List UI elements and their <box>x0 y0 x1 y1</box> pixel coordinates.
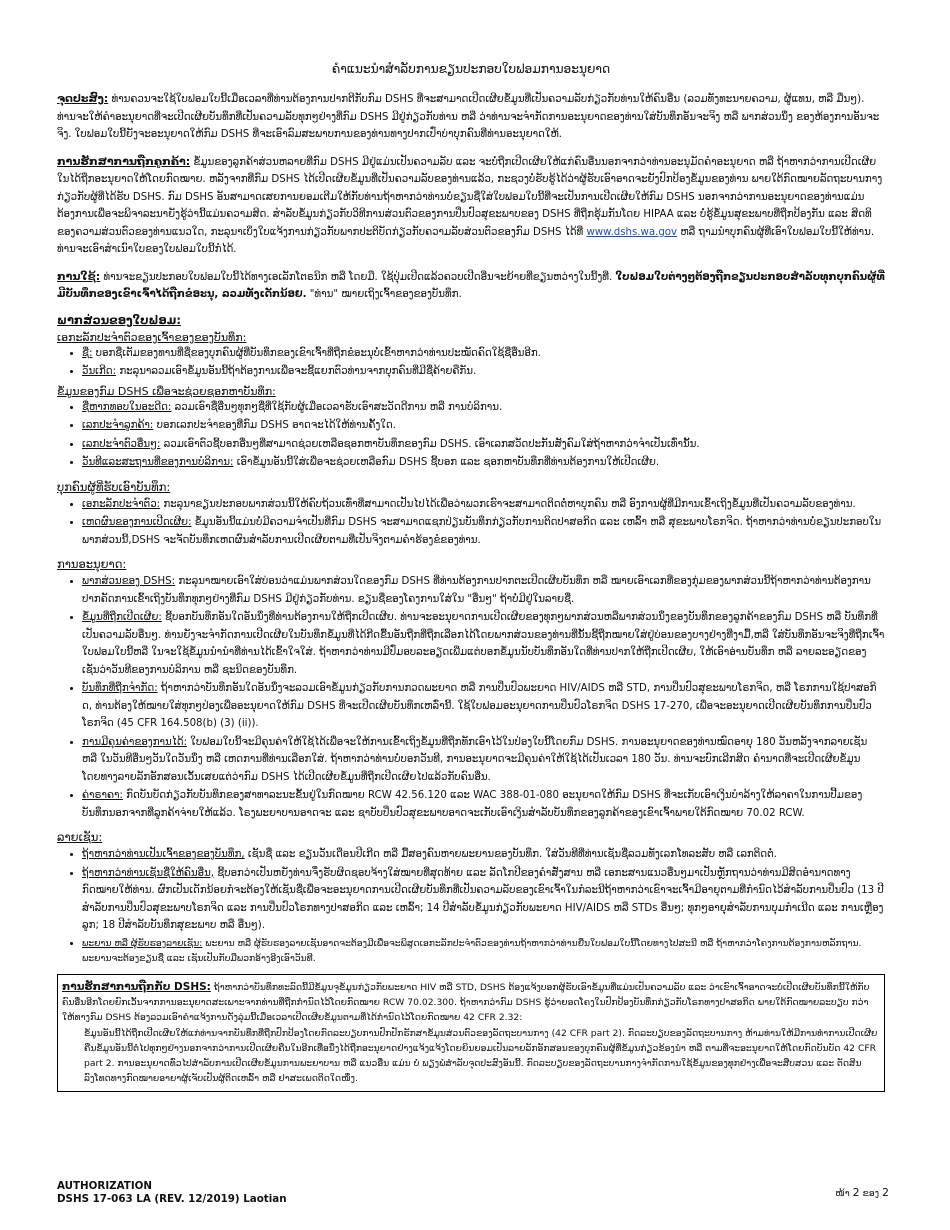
item-text: ໃບຟອມໃບນີ້ຈະມີຄຸນຄ່າໃຫ້ໃຊ້ໄດ້ເພື່ອຈະໃຫ້ການເຂົ້າເຖິງຂໍ້ມູນທີ່ຖືກທັກເອົາໄວ້ໃນປ່ອງໃບນີ້ໂດຍກົມ DSHS. ການອະນຸຍາດຂອງທ່ານໝົດອາຍຸ 180 ວັນຫລັງຈາກລາຍເຊັນ ຫລື ໃນວັນທີອື່ນໆວັນໃດວັນນຶ່ງ ຫລື ເຫດການທີ່ທ່ານເລືອກໃສ່. ຖ້າຫາກວ່າທ່ານບໍ່ບອກວັນທີ, ການອະນຸຍາດຈະມີຄຸນຄ່າໃຫ້ໃຊ້ໄດ້ເປັນເວລາ 180 ວັນ. ທ່ານຈະບົກເລີກສິດ ຄຳນາດທີ່ຈະເປີດເຜີຍຂໍ້ມູນໂດຍທາງລາຍລັກອັກສອນເວັ້ນເສຍແຕ່ວ່າກົມ DSHS ໄດ້ເປີດເຜີຍຂໍ້ມູນທີ່ຖືກເປີດເຜີຍໄປແລ້ວກັບຄົນອື່ນ. <box>82 736 868 783</box>
page-number <box>835 1186 889 1199</box>
item-term: ວັນທີແລະສະຖານທີ່ຂອງການບໍລິການ: <box>82 457 234 468</box>
item-text: ຖ້າຫາກວ່າບັນທຶກອັນໃດອັນນຶ່ງຈະລວມເອົາຂໍ້ມູນກ່ຽວກັບການກວດພະຍາດ ຫລື ການປິ່ນປົວພະຍາດ HIV/AIDS ຫລື STD, ການປິ່ນປົວສຸຂະພາບໂຣກຈິດ, ຫລື ໂຣກການໃຊ້ປາສອກິດ, ທ່ານຕ້ອງໃຫ້ໝາຍໃສ່ທຸກໆປ່ອງເພື່ອອະນຸຍາດໃຫ້ກົມ DSHS ທີ່ຈະເປີດເຜີຍບັນທຶກເຫລົ່ານີ້. ໃຊ້ໃບຟອມອະນຸຍາດການປິ່ນປົວໂຣກຈິດ DSHS 17-270, ເພື່ອຈະອະນຸຍາດເປີດເຜີຍບັນທຶກການປິ່ນປົວໂຣກຈິດ (45 CFR 164.508(b) (3) (ii)). <box>82 683 877 729</box>
item-term: ວັນເກີດ: <box>82 366 117 377</box>
protect-text: ຂໍ້ມູນຂອງລູກຄ້າສ່ວນຫລາຍທີ່ກົມ DSHS ມີຢູ່ແມ່ນເປັນຄວາມລັບ ແລະ ຈະບໍ່ຖືກເປີດເຜີຍໃຫ້ແກ່ຄົນອື່ນນອກຈາກວ່າທ່ານອະນຸມັດຄຳອະນຸຍາດ ຫລື ຖ້າຫາກວ່າການເປີດເຜີຍໃນໄດ້ຖືກອະນຸຍາດໃຫ້ໂດຍກົດໝາຍ. ຫລັງຈາກທີ່ກົມ DSHS ໄດ້ເປີດເຜີຍຂໍ້ມູນທີ່ເປັນຄວາມລັບຂອງທ່ານແລ້ວ, ກະຊວງບໍ່ຮັບຮູ້ໄດ້ວ່າຜູ້ຮັບເອົາອາດຈະຍັງປົກປ້ອງຂໍ້ມູນຂອງທ່ານ ພາຍໃຕ້ກົດໝາຍລັດຖະບານກາງກ່ຽວກັບຜູ້ທີ່ໄດ້ຮັບ DSHS. ກົມ DSHS ອັນສາມາດເສຍການຍອມເຕີມໃຫ້ກັບທ່ານຖ້າຫາກວ່າທ່ານບໍ່ຂຽນຊື່ໃສ່ໃບຟອມໃບນີ້ທີ່ຈະເປັນການເປີດເຜີຍໃຫ້ກົມ DSHS ນອກຈາກວ່າການອະນຸຍາດຂອງທ່ານແມ່ນຕ້ອງການເພື່ອຈະພິຈາລະນາຍັງຮູ້ວ່ານີ້ແມ່ນຄວາມສິດ. ສຳລັບຂໍ້ມູນກ່ຽວກັບວິທີການສ່ວນຕົວຂອງການປິ່ນປົວສຸຂະພາບຂອງ DSHS ທີ່ຖືກຮຸ້ມກັນໂດຍ HIPAA ແລະ ບໍ່ຮູ້ຂໍ້ມູນສຸຂະພາບທີ່ຖືກປ້ອງກັນ ແລະ ສິດທິຂອງຄວາມສ່ວນຕົວຂອງທ່ານແນວໃດ, ກະລຸນາເບິ່ງໃບແຈ້ງການກ່ຽວກັບພາກປະຕິບັດກ່ຽວກັບຄວາມລັບສ່ວນຕົວຂອງກົມ DSHS ໄດ້ທີ່ <box>57 156 883 238</box>
use-tail-text: "ທ່ານ" ໝາຍເຖິງເຈົ້າຂອງຂອງບັນທຶກ. <box>309 289 462 300</box>
item-term: ບັນທຶກທີ່ຖືກຈຳກັດ: <box>82 683 158 694</box>
item-term: ພາກສ່ວນຂອງ DSHS: <box>82 576 176 587</box>
page-current: 2 <box>852 1186 860 1199</box>
item-text: ບອກຊື່ເຕັມຂອງທານທີ່ຊື່ຂອງບຸກຄົນຜູ້ທີ່ບັນທຶກຂອງເຂົາເຈົ້າທີ່ຖືກຂໍອະນຸບໍ່ເຂົ້າຫາກວ່າທ່ານປະໝັດຄົດໃຊ້ຊື່ອື່ນອີກ. <box>95 347 541 359</box>
item-term: ເຫດຜົນຂອງການເປີດເຜີຍ: <box>82 517 192 528</box>
item-text: ກະລຸນາລວມເອົາຂໍ້ມູນອັນນີ້ຖ້າຕ້ອງການເພື່ອຈະຊີ້ແຍກຕົວທ່ານຈາກບຸກຄົນທີ່ມີຊື່ຄ້າຍຄືກັນ. <box>119 366 477 377</box>
list-item <box>82 436 885 454</box>
item-text: ເຊັນຊື່ ແລະ ຂຽນວັນເດືອນປີເກີດ ຫລື ມື້ສອງຄົນຫາຍພະຍານຂອງບັນທຶກ. ໃສ່ວັນທີທີ່ທ່ານເຊັນຊື່ລວມທັງເລກໂທລະສັບ ຫລື ເລກຕິດຕໍ່. <box>247 849 777 860</box>
item-term: ຊື່: <box>82 347 93 359</box>
use-bold-text: ໃບຟອມໃບຕ່າງໆຕ້ອງຖືກຂຽນປະກອບສຳລັບທຸກບຸກຄົນຜູ້ທີ່ມີບັນທຶກຂອງເຂົາເຈົ້າໄດ້ຖືກຂໍອະນຸ, ລວມທັງເດັກນ້ອຍ. <box>57 271 885 300</box>
document-page <box>57 62 885 1092</box>
item-text: ບອກເລກປະຈຳຂອງທີ່ກົມ DSHS ອາດຈະໄດ້ໃຫ້ທ່ານຄັ້ງໃດ. <box>156 420 396 431</box>
page-total: 2 <box>882 1186 889 1199</box>
list-item <box>82 680 885 733</box>
item-term: ເລກປະຈຳຕົວອື່ນໆ: <box>82 438 161 450</box>
use-paragraph <box>57 268 885 304</box>
item-text: ກະລຸນາໝາຍເອົາໃສ່ບ່ອນວ່າແມ່ນພາກສ່ວນໃດຂອງກົມ DSHS ທີ່ທ່ານຕ້ອງການປາກຕະເປີດເຜີຍບັນທຶກ ຫລື ໝາຍເອົາເລກທີ່ຂອງກຸ່ມຂອງພາກສ່ວນນີ້ຖ້າຫາກວ່າທ່ານຕ້ອງການປາກຄັດການເຂົ້າເຖິງບັນທຶກທຸກໆຢ່າງທີ່ກົມ DSHS ມີຢູ່ກ່ຽວກັບທ່ານ. ຂຽນຊື່ຂອງໂຄງການໃສ່ໃນ "ອື່ນໆ" ຖ້າບໍ່ມີຢູ່ໃນລາຍຊື່. <box>82 576 871 605</box>
item-text: ຂໍ້ມູນອັນນີ້ແມ່ນບໍ່ມີຄວາມຈຳເປັນທີ່ກົມ DSHS ຈະສາມາດແຊກປ່ຽນບັນທຶກກ່ຽວກັບການຕິດປາສອກິດ ແລະ ເຫລົ້າ ຫລື ສຸຂະພາບໂຣກຈິດ. ຖ້າຫາກວ່າທ່ານບໍ່ຂຽນປະກອບໃນພາກສ່ວນນີ້,DSHS ຈະຈັດບັນທຶກເຫດຜົນສຳລັບການເປີດເຜີຍຕາມທີ່ເປັນຈິງຕາມຄຳຮ້ອງຂໍຂອງທ່ານ. <box>82 517 882 546</box>
owner-heading: ເອກະລັກປະຈຳຕົວຂອງເຈົ້າຂອງຂອງບັນທຶກ: <box>57 330 247 344</box>
item-term: ຊື່ຫາກທອບໃນອະດີດ: <box>82 401 172 413</box>
box-text: ຖ້າຫາກວ່າບັນທຶກທະລົດນີ້ມີຂໍ້ມູນຈຸຂໍ້ມູນກ່ຽວກັບພະຍາດ HIV ຫລື STD, DSHS ຕ້ອງແຈ້ງບອກຜູ້ຮັບເອົາຂໍ້ມູນທີ່ແມ່ນເປັນຄວາມລັບ ແລະ ວ່າເຂົາເຈົ້າອາດຈະບໍ່ເປີດເຜີຍບັນທຶກນີ້ໃຫ້ກັບຄົນອື່ນອີກໂດຍຍົກເວັ້ນຈາກການອະນຸຍາດສະເພາະຈາກທ່ານທີ່ຖືກກຳນົດໄວ້ໂດຍກົດໝາຍ RCW 70.02.300. ຖ້າຫາກວ່າກົມ DSHS ຮູ້ວ່າຍອດໂຄງໃນປົກປ້ອງບັນທຶກກ່ຽວກັບໂຣກທາງປາສອກິດ ພາຍໃຕ້ກົດໝາຍລະບຽບ ກວ່າໃຫ້ທາງກົມ DSHS ຕ້ອງລວມເອົາຄຳແຈ້ງການດັ່ງລຸ່ມນີ້ເມື່ອເວລາເປີດເຜີຍຂໍ້ມູນຕາມທີ່ໄດ້ກຳນົດໄວ້ໂດຍກົດໝາຍ 42 CFR 2.32: <box>62 981 870 1023</box>
item-term: ພະຍານ ຫລື ຜູ້ຮັບຮອງລາຍເຊັນ: <box>82 937 203 949</box>
recipient-heading: ບຸກຄົນຜູ້ທີ່ຮັບເອົາບັນທຶກ: <box>57 479 171 494</box>
item-term: ຄ່າຣາຄາ: <box>82 790 123 801</box>
list-item <box>82 846 885 864</box>
use-text: ທ່ານຈະຂຽນປະກອບໃບຟອມໃບນີ້ໄດ້ທາງເອເລັກໂຕຣນິກ ຫລື ໂດຍມື. ໃຊ້ປຸ່ມເປີດແລ້ວຄວບເປີດອີ່ນຈະຍ້າຍທີ່ຂຽນຫວ່າງໃນນີ້ງທີ່. <box>103 271 613 283</box>
page-title: ຄຳແນະນຳສຳລັບການຂຽນປະກອບໃບຟອມການອະນຸຍາດ <box>331 62 611 76</box>
item-term: ການມີຄຸນຄ່າຂອງການໄດ້: <box>82 736 188 748</box>
recipient-list <box>57 496 885 550</box>
list-item <box>82 417 885 435</box>
page-word: ໜ້າ <box>835 1188 850 1199</box>
intro-label: ຈຸດປະສົງ: <box>57 92 109 105</box>
signature-heading: ລາຍເຊັນ: <box>57 830 103 844</box>
item-text: ລວມເອົາຕົວຊີ້ບອກອື່ນໆທີ່ສາມາດຊ່ວຍເຫລືອຊອກຫາບັນທຶກຂອງກົມ DSHS. ເອົາເລກສວັດປະກັນສັງຄົມໃສ່ຖ້າຫາກວ່າຈຳເປັນເທົ່ານັ້ນ. <box>163 438 700 450</box>
use-label: ການໃຊ້: <box>57 269 101 283</box>
item-text: ຊີ້ບອກບັນທຶກອັນໃດອັນນຶ່ງທີ່ທ່ານຕ້ອງການໃຫ້ຖືກເປີດເຜີຍ. ທ່ານຈະອະນຸຍາດການເປີດເຜີຍຂອງທຸກໆພາກສ່ວນຫລືພາກສ່ວນນຶ່ງຂອງບັນທຶກຂອງລູກຄ້າຂອງກົມ DSHS ຫລື ບັນທຶກທີ່ເປັນຄວາມລັບອື່ນໆ. ທ່ານຍັງຈະຈຳກັດການເປີດເຜີຍໃນບັນທຶກຂໍ້ມູນທີ່ໄດ້ກີດຂື້ນອັນຖືກທີ່ຖືກເລືອກໄດ້ໂດຍພາກສ່ວນຂອງທ່ານທີ່ນັ້ນຊີ້ຖືກໝາຍໃສ່ຢູ່ບ່ອນຂອງບາງຢ່າງທີ່ງາມື້,ຫລື ໃສ່ບັນທຶກອັນຈະຈິງທີ່ຖືກເຈົ້າໃບຟອມໃບນີ້ຫລື ໃນຈະໃຊ້ຂໍ້ມູນນຳນຳທີ່ທ່ານໄດ້ເຂົ້າໃຈໃສ່. ຖ້າຫາກວ່າທ່ານມີປົ່ມອບລະອຽດເພີ່ມແຕ່ບອກຂໍ້ມູນນັບບັນທຶກອັນໃດທີ່ທ່ານປາກໃຫ້ຖືກເປີດເຜີຍ, ໃຫ້ເອົາອ່ານບັນທຶກ ຫລື ລາຍລະອຽດຂອງ ເຊັ່ນວ່າວັນທີຂອງການບໍລິການ ຫລື ຊະນິດຂອງບັນທຶກ. <box>82 612 885 676</box>
footer-form-title: AUTHORIZATION <box>57 1180 153 1192</box>
item-text: ກົດບັນບັດກ່ຽວກັບບັນທຶກຂອງສາທາລະນະຂັ້ນຢູ່ໃນກົດໝາຍ RCW 42.56.120 ແລະ WAC 388-01-080 ອະນຸຍາດໃຫ້ກົມ DSHS ທີ່ຈະເກັບເອົາເງິນບຳລ້າງໃຫ້ລາຄາໃນການປີ້ມຂອງບັນທຶກນອກຈາກທີ່ລູກຄ້າຈ່າຍໃຫ້ແລ້ວ. ໂຣງພະຍາບານອາດຈະ ແລະ ຊາບັບປິ່ນປົວສຸຂະພາບອາດຈະເກັບເອົາເງິນສຳລັບບັນທຶກຂອງລູກຄ້າຂອງເຂົາເຈົ້າພາຍໃຕ້ກົດໝາຍ 70.02 RCW. <box>82 790 863 819</box>
item-text: ເອົາຂໍ້ມູນອັນນີ້ໃສ່ເພື່ອຈະຊ່ວຍເຫລືອກົມ DSHS ຊີ້ບອກ ແລະ ຊອກຫາບັນທຶກທີ່ທ່ານຕ້ອງການໃຫ້ເປີດເຜີຍ. <box>236 457 660 468</box>
list-item <box>82 345 885 363</box>
list-item <box>82 609 885 679</box>
intro-text: ທ່ານຄວນຈະໃຊ້ໃບຟອມໃບນີ້ເມື່ອເວລາທີ່ທ່ານຕ້ອງການປາກຕີກັບກົມ DSHS ທີ່ຈະສາມາດເປີດເຜີຍຂໍ້ມູນທີ່ເປັນຄວາມລັບກ່ຽວກັບທ່ານໃຫ້ຄົນອື່ນ (ລວມທັງທະນາຍຄວາມ, ຜູ້ແທນ, ຫລື ມື່ນໆ). ທ່ານຈະໃຫ້ຄຳອະນຸຍາດທີ່ຈະເປີດເຜີຍບັນທຶກທີ່ເປັນຄວາມລັບທຸກໆຢ່າງທີ່ກົມ DSHS ມີຢູ່ກ່ຽວກັບທ່ານ ຫລື ວ່າທ່ານຈະຈຳກັດການອະນຸຍາດຂອງທ່ານໃສ່ບັນທຶກອັນຈະຈິງ ຫລື ພາກສ່ວນນຶ່ງ ຂອງຫ້ອງການອັນຈະຈິງ. ໃບຟອມໃບນີ້ຍັງຈະອະນຸຍາດໃຫ້ກົມ DSHS ທີ່ຈະເອົາລົມສະພາບການຂອງທ່ານທາງປາກເປົ່າບ່າບຸກຄົນທີ່ທ່ານອະນຸຍາດໃຫ້. <box>57 94 880 140</box>
list-item <box>82 787 885 822</box>
protect-paragraph <box>57 153 885 259</box>
item-text: ກະລຸນາຂຽນປະກອບພາກສ່ວນນີ້ໃຫ້ຄົບຖ້ວນເທົ່າທີ່ສາມາດເປັນໄປໄດ້ເພື່ອວ່າພວກເຮົາຈະສາມາດຕິດຕໍ່ຫາບຸກຄົນ ຫລື ອົງການຜູ້ທີ່ມີການເຂົ້າເຖິງຂໍ້ມູນທີ່ເປັນຄວາມລັບຂອງທ່ານ. <box>163 498 856 510</box>
list-item <box>82 496 885 514</box>
confidentiality-notice-box <box>57 974 885 1092</box>
item-text: ຊີ້ບອກວ່າເປັນຫຍັງທ່ານຈຶ່ງຮັບຜິດຊອບຈ້າງໃສ່ໝາຍທີ່ສຸດທ້າຍ ແລະ ລັດໂກປີຂອງຄຳສັ່ງສານ ຫລື ເອກະສານແນວອື່ນໆມາເປັນຫຼັກຖານວ່າທ່ານມີສິດອຳນາດທາງກົດໝາຍໃຫ້ທ່ານ. ຜົກເປັນເດັກນ້ອຍກໍຈະຕ້ອງໃຫ້ເຊັນຊື່ເພື່ອຈະອະນຸຍາດການເປີດເຜີຍບັນທຶກທີ່ເປັນຄວາມລັບຂອງເຂົາເຈົ້າໃນກໍລະນີຖ້າຫາກວ່າເຂົາຈະເຈົ້າມີອາຍຸຕາມທີ່ກຳນົດໄວ້ສຳລັບການປິ່ນປົວ (13 ປີສຳລັບການປິ່ນປົວສຸຂະພາບໂຣກຈິດ ແລະ ການປິ່ນປົວໂຣກທາງປາສອກິດ ແລະ ເຫລົ້າ; 14 ປີສຳລັບຂໍ້ມູນກ່ຽວກັບພະຍາດ HIV/AIDS ຫລື STDs ອື່ນໆ; ທຸກໆອາຍຸສຳລັບການບຸມກຳເນີດ ແລະ ການເຫຼືອງລູກ; 18 ປີສຳລັບບັນທຶກສຸຂະພາບ ຫລື ອື່ນໆ). <box>82 867 884 931</box>
authorization-list <box>57 573 885 822</box>
dshs-website-link[interactable]: www.dshs.wa.gov <box>586 226 678 238</box>
item-term: ຂໍ້ມູນທີ່ຖືກເປີດເຜີຍ: <box>82 612 162 623</box>
box-label: ການຮັກສາການຖືກກັບ DSHS: <box>62 980 211 993</box>
page-footer <box>57 1180 889 1206</box>
dshs-info-list <box>57 399 885 472</box>
list-item <box>82 399 885 417</box>
list-item <box>82 514 885 549</box>
dshs-info-heading: ຂໍ້ມູນຂອງກົມ DSHS ເພື່ອຈະຊ່ວຍຊອກຫາບັນທຶກ: <box>57 384 276 398</box>
protect-text-2: ຫລື ຖາມນຳບຸກຄົນຜູ້ທີ່ເອົາໃບຟອມໃບນີ້ໃຫ້ທ່ານ. ທ່ານຈະເອົາສຳເນົາໃບຂອງໃບຟອມໃບນີ້ກໍໄດ້. <box>57 226 875 255</box>
item-term: ຖ້າຫາກວ່າທ່ານເປັນເຈົ້າຂອງຂອງບັນທຶກ, <box>82 849 245 860</box>
list-item <box>82 573 885 608</box>
item-term: ຖ້າຫາກວ່າທ່ານເຊັນຊື່ໃຫ້ຄົນອື່ນ, <box>82 867 215 879</box>
owner-list <box>57 345 885 381</box>
list-item <box>82 865 885 935</box>
signature-list <box>57 846 885 966</box>
of-word: ຂອງ <box>862 1188 880 1199</box>
form-parts-heading: ພາກສ່ວນຂອງໃບຟອມ: <box>57 312 181 327</box>
protect-label: ການຮັກສາການຖືກຄູກຄ້າ: <box>57 154 191 168</box>
item-term: ເອກະລັກປະຈຳຕົວ: <box>82 498 161 510</box>
item-text: ລວມເອົາຊື່ອື່ນໆທຸກໆຊື່ທີ່ໃຊ້ກັບຜູ້ເມື່ອເວລາຮັບເອົາສະວັດດີການ ຫລື ການບໍລິການ. <box>174 401 503 413</box>
item-text: ພະຍານ ຫລື ຜູ້ຮັບຮອງລາຍເຊັນອາດຈະຕ້ອງມີເພື່ອຈະພິສູດເອກະລັກປະຈຳຕົວຂອງທ່ານຖ້າຫາກວ່າທ່ານຍື່ນໃບຟອມໃບນີ້ໂດຍທາງໄປສະນີ ຫລື ຖ້າຫາກວ່າໂຄງການຕ້ອງການຫລັກຖານ. ພະຍານຈະຕ້ອງຂຽນຊື່ ແລະ ເຊັນເປັນກັບມືພວກອ້າງອີງເອົາວັນທີ. <box>82 937 862 964</box>
list-item <box>82 734 885 787</box>
item-term: ເລກປະຈຳລູກຄ້າ: <box>82 420 154 431</box>
list-item <box>82 936 885 966</box>
footer-form-number: DSHS 17-063 LA (REV. 12/2019) Laotian <box>57 1193 287 1205</box>
list-item <box>82 454 885 472</box>
authorization-heading: ການອະນຸຍາດ: <box>57 557 127 571</box>
list-item <box>82 363 885 381</box>
intro-paragraph <box>57 90 885 144</box>
box-federal-notice: ຂໍ້ມູນອັນນີ້ໄດ້ຖືກເປີດເຜີຍໃຫ້ແກ່ທ່ານຈາກບັນທຶກທີ່ຖືກປົກປ້ອງໂດຍກົດລະບຽບການປົກປັກຮັກສາຂໍ້ມູນສ່ວນຕົວຂອງລັດຖະບານກາງ (42 CFR part 2). ກົດລະບຽບຂອງລັດຖະບານກາງ ຫ້າມທ່ານໃຫ້ມີການທຳການເປີດເຜີຍຄືນຂໍ້ມູນອັນນີ້ຕໍ່ໄປທຸກໆຢ່າງນອກຈາກວ່າການເປີດເຜີຍຄືນໃນອີກເທື່ອນຶ່ງໄດ້ຖືກອະນຸຍາດຢ່າງແຈ້ງແຈ້ງໂດຍຍິນຍອມເປັນລາຍລັກອັກສອນຂອງບຸກຄົນຜູ້ທີ່ຂໍ້ມູນກ່ຽວຂ້ອງນຳ ຫລື ຕາມທີ່ຈະອະນຸຍາດໃຫ້ໂດຍກົດບັນບັດ 42 CFR part 2. ການອະນຸຍາດທົ່ວໄປສຳລັບການເປີດເຜີຍຂໍ້ມູນການພະຍາບານ ຫລື ແນວອື່ນ ແມ່ນ ບໍ່ ພຽງພໍສຳລັບຈຸດປະສົງອັນນີ້. ກົດລະບຽບຂອງລັດຖະບານກາງຈຳກັດການໃຊ້ຂໍ້ມູນຂອງທຸກຢ່າງເພື່ອຈະສືບສວນ ແລະ ຕັດສິນລົງໂທດທາງກົດໝາຍອາຍາຜູ້ເຈັບເປັນຜູ້ຕິດເຫລົ້າ ຫລື ຢາສະເພດຕິດໃດໜຶ່ງ. <box>84 1027 878 1084</box>
